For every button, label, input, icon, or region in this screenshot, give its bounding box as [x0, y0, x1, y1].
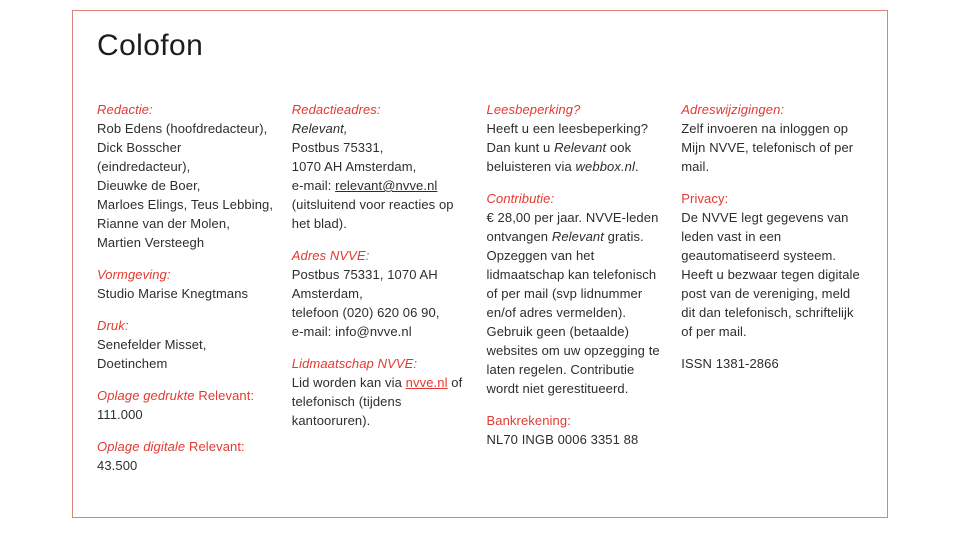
text-segment: De NVVE legt gegevens van leden vast in een geautomatiseerd systeem. Heeft u bezwaar tegen digitale post van de vereniging, meld dit dan telefonisch, schriftelijk of per mail.: [681, 210, 860, 339]
text-line: [681, 119, 861, 176]
text-line: [97, 138, 277, 176]
text-segment: Dick Bosscher (eindredacteur),: [97, 140, 191, 174]
section-heading: [487, 100, 667, 119]
text-line: [97, 176, 277, 195]
text-segment: 1070 AH Amsterdam,: [291, 159, 417, 174]
colophon-section: [97, 386, 277, 424]
section-heading: [487, 411, 667, 430]
text-line: [97, 195, 277, 214]
text-segment: e-mail: info@nvve.nl: [291, 324, 412, 339]
colophon-section: [487, 411, 667, 449]
colophon-section: [292, 246, 472, 341]
text-line: [292, 303, 472, 322]
text-segment: Oplage digitale: [97, 439, 189, 454]
page-border-frame: [72, 10, 888, 518]
text-segment: Contributie:: [486, 191, 555, 206]
text-segment: Relevant:: [198, 388, 255, 403]
text-segment: Postbus 75331,: [291, 140, 384, 155]
text-segment: 111.000: [97, 407, 143, 422]
text-line: [97, 119, 277, 138]
text-segment: e-mail:: [291, 178, 336, 193]
text-line: [292, 322, 472, 341]
colophon-section: [97, 437, 277, 475]
text-line: [97, 233, 277, 252]
text-line: [97, 214, 277, 233]
text-line: [292, 265, 472, 303]
section-heading: [292, 246, 472, 265]
text-segment: webbox.nl: [575, 159, 635, 174]
text-segment: Relevant: [551, 229, 604, 244]
text-segment: 43.500: [97, 458, 138, 473]
relevant-nvve-nl-link[interactable]: relevant@nvve.nl: [335, 178, 438, 193]
text-segment: Redactieadres:: [291, 102, 381, 117]
colophon-section: [681, 100, 861, 176]
colophon-section: [292, 100, 472, 233]
colophon-section: [681, 189, 861, 341]
section-heading: [97, 100, 277, 119]
colophon-section: [97, 265, 277, 303]
column-3: [487, 100, 667, 488]
text-line: [97, 284, 277, 303]
text-line: [487, 208, 667, 398]
section-heading: [97, 265, 277, 284]
colophon-section: [681, 354, 861, 373]
text-segment: Rob Edens (hoofdredacteur),: [97, 121, 268, 136]
colophon-section: [97, 100, 277, 252]
text-line: [292, 373, 472, 430]
colophon-section: [97, 316, 277, 373]
text-line: [292, 138, 472, 157]
text-segment: Relevant:: [188, 439, 245, 454]
text-line: [97, 405, 277, 424]
text-line: [487, 119, 667, 176]
section-heading: [97, 386, 277, 405]
colophon-columns: [97, 100, 861, 488]
column-2: [292, 100, 472, 488]
text-segment: € 28,00 per jaar. NVVE-leden ontvangen: [486, 210, 659, 244]
page-title: Colofon: [97, 29, 204, 62]
section-heading: [292, 354, 472, 373]
colophon-section: [487, 189, 667, 398]
text-segment: Senefelder Misset, Doetinchem: [97, 337, 207, 371]
text-segment: Oplage gedrukte: [97, 388, 199, 403]
text-segment: gratis. Opzeggen van het lidmaatschap kan telefonisch of per mail (svp lidnummer en/of adres vermelden). Gebruik geen (betaalde) websites om uw opzegging te laten regelen. Contributie wordt niet gerestitueerd.: [486, 229, 660, 396]
text-segment: ook beluisteren via: [486, 140, 632, 174]
text-segment: Adres NVVE:: [291, 248, 370, 263]
text-line: [681, 208, 861, 341]
section-heading: [97, 437, 277, 456]
section-heading: [292, 100, 472, 119]
text-segment: Lid worden kan via: [291, 375, 406, 390]
text-line: [292, 157, 472, 176]
text-segment: Marloes Elings, Teus Lebbing,: [97, 197, 274, 212]
text-segment: .: [635, 159, 639, 174]
text-line: [487, 430, 667, 449]
text-segment: Dieuwke de Boer,: [97, 178, 201, 193]
text-segment: Relevant: [554, 140, 607, 155]
text-line: [97, 456, 277, 475]
text-segment: Redactie:: [97, 102, 153, 117]
section-heading: [681, 100, 861, 119]
text-segment: (uitsluitend voor reacties op het blad).: [291, 197, 454, 231]
section-heading: [487, 189, 667, 208]
text-segment: Lidmaatschap NVVE:: [291, 356, 418, 371]
text-segment: telefoon (020) 620 06 90,: [291, 305, 440, 320]
text-segment: Postbus 75331, 1070 AH Amsterdam,: [291, 267, 438, 301]
text-line: [292, 119, 472, 138]
text-segment: Leesbeperking?: [486, 102, 581, 117]
text-segment: Studio Marise Knegtmans: [97, 286, 249, 301]
text-segment: Zelf invoeren na inloggen op Mijn NVVE, telefonisch of per mail.: [681, 121, 854, 174]
text-segment: Privacy:: [681, 191, 729, 206]
nvve-nl-link[interactable]: nvve.nl: [405, 375, 448, 390]
column-1: [97, 100, 277, 488]
section-heading: [97, 316, 277, 335]
text-line: [292, 195, 472, 233]
text-segment: Rianne van der Molen,: [97, 216, 230, 231]
text-segment: Bankrekening:: [486, 413, 571, 428]
colophon-section: [487, 100, 667, 176]
text-line: [292, 176, 472, 195]
text-segment: NL70 INGB 0006 3351 88: [486, 432, 639, 447]
text-segment: Vormgeving:: [97, 267, 171, 282]
text-segment: ISSN 1381-2866: [681, 356, 779, 371]
text-line: [97, 335, 277, 373]
text-segment: Adreswijzigingen:: [681, 102, 785, 117]
text-segment: Martien Versteegh: [97, 235, 205, 250]
column-4: [681, 100, 861, 488]
text-segment: Druk:: [97, 318, 129, 333]
section-heading: [681, 189, 861, 208]
text-segment: Heeft u een leesbeperking? Dan kunt u: [486, 121, 649, 155]
text-line: [681, 354, 861, 373]
colophon-section: [292, 354, 472, 430]
text-segment: of telefonisch (tijdens kantooruren).: [291, 375, 463, 428]
text-segment: Relevant,: [291, 121, 348, 136]
